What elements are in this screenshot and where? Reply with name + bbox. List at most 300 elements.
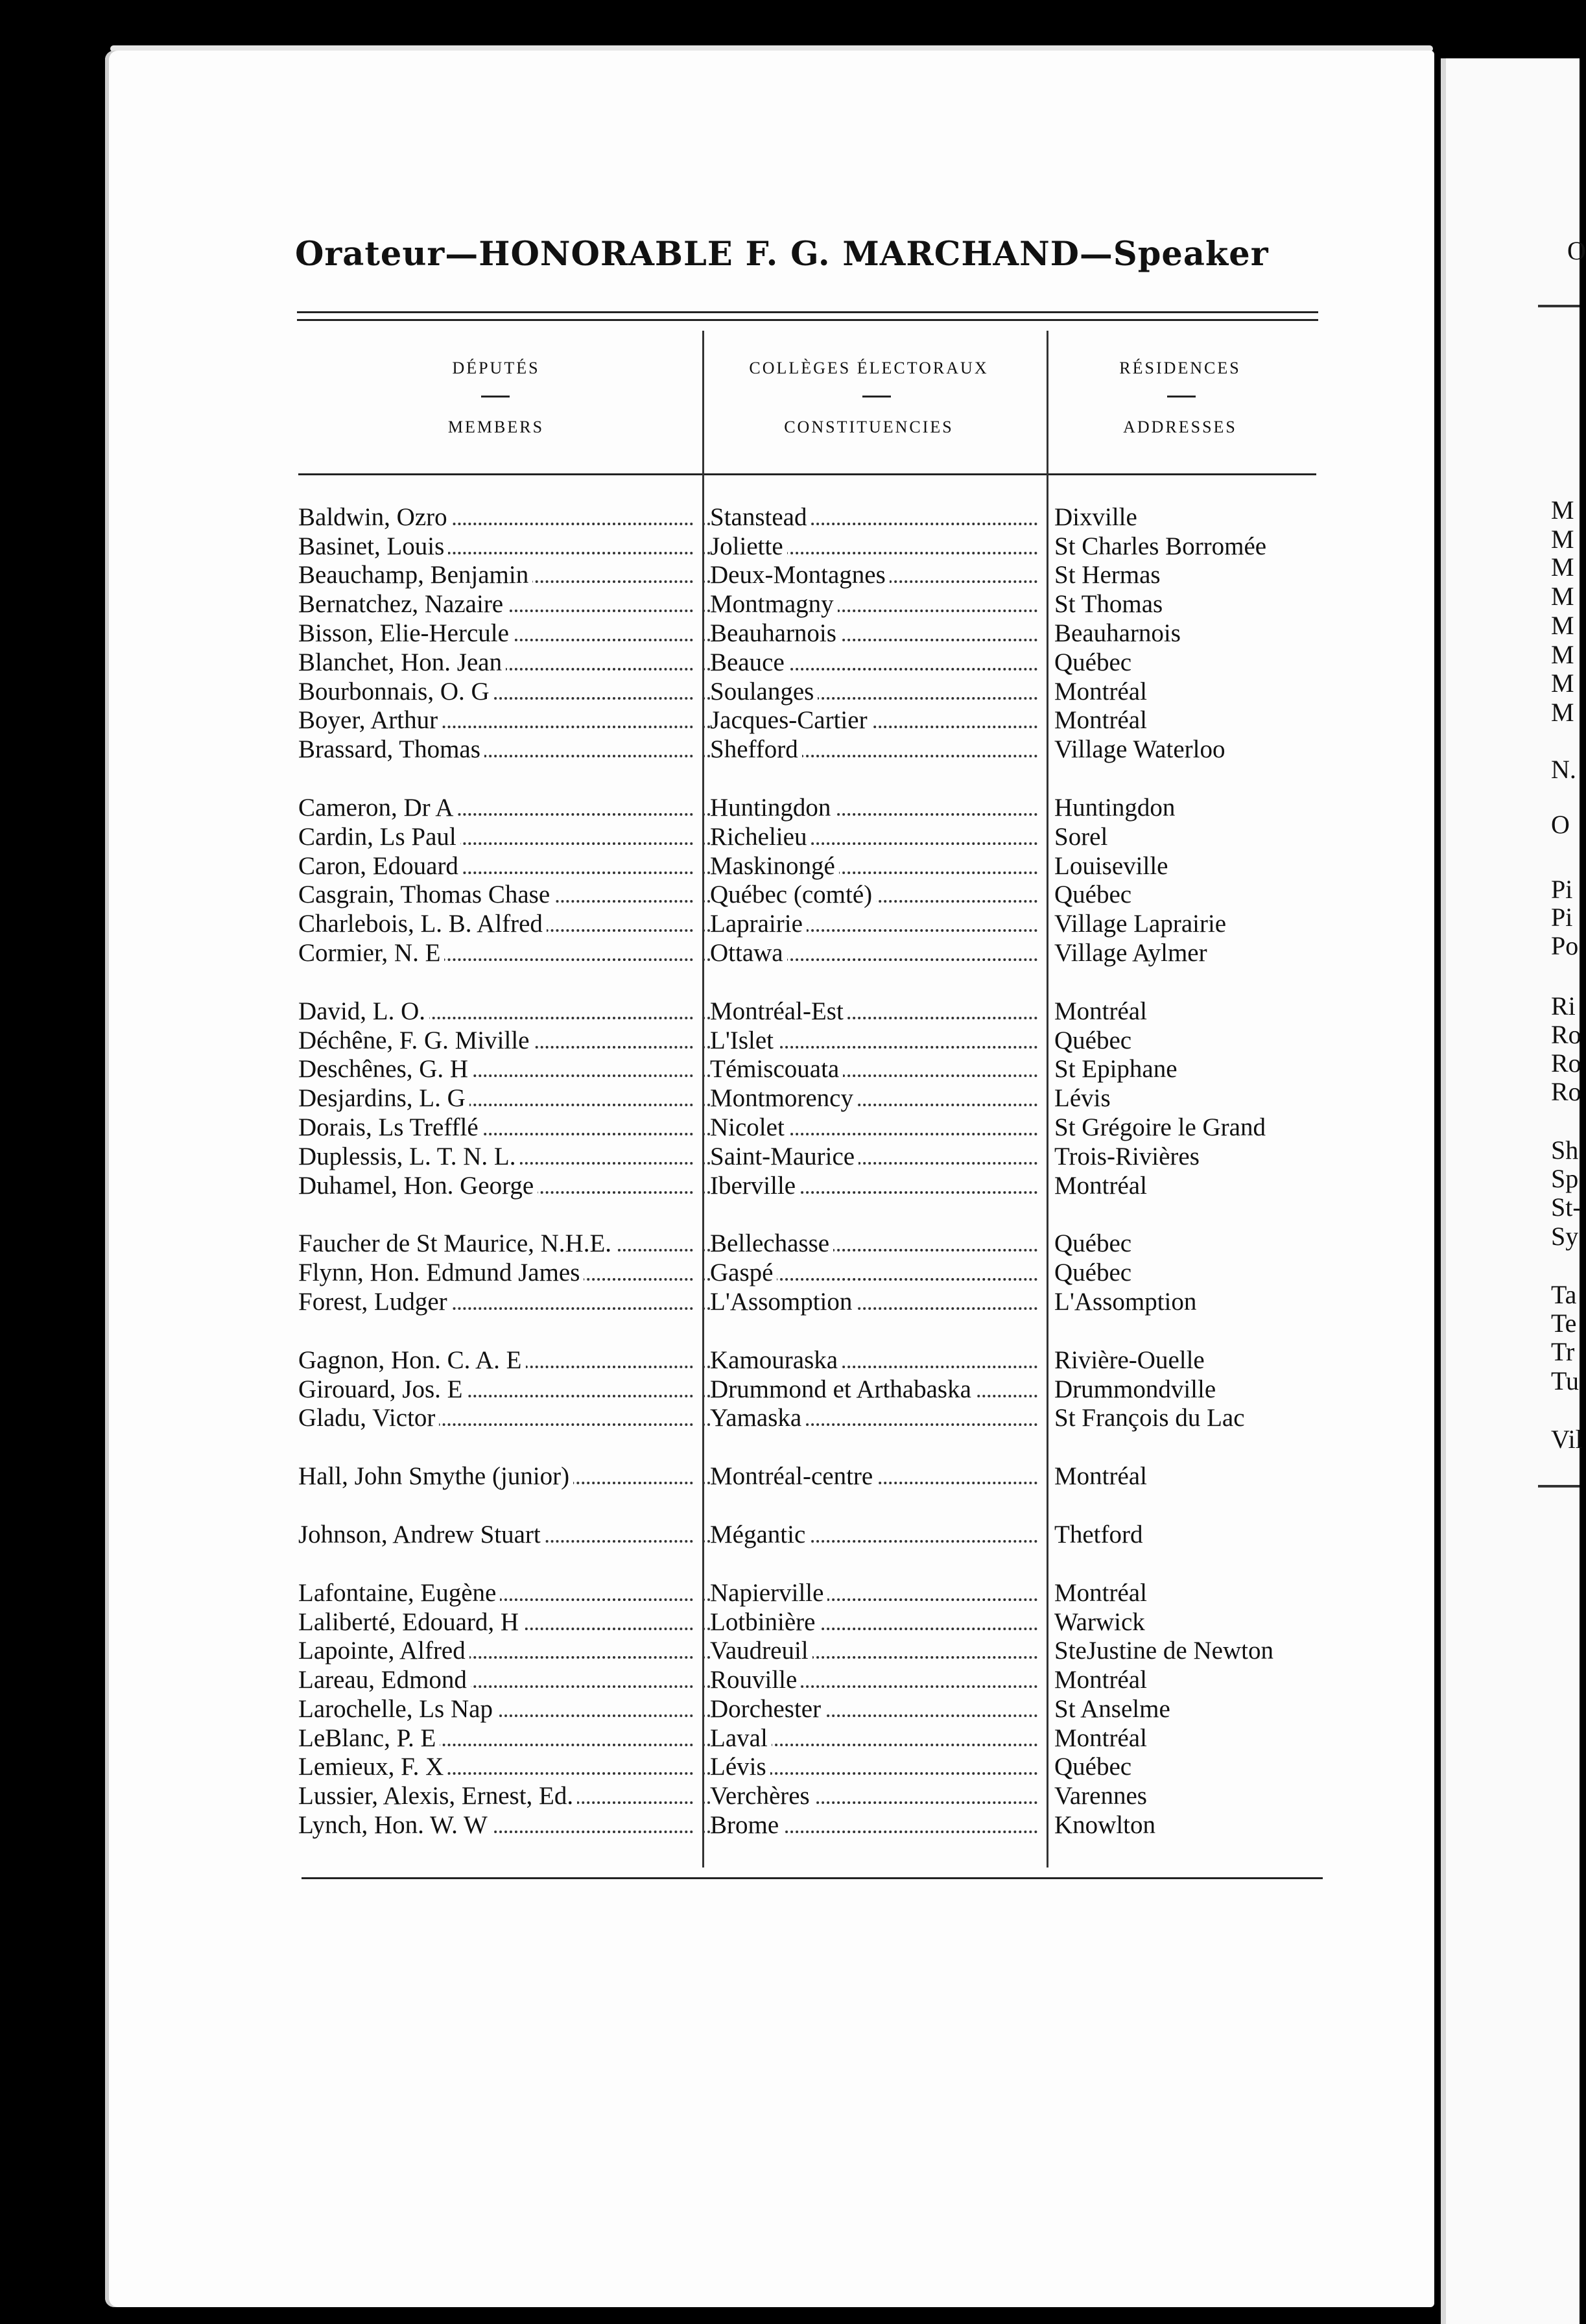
constituency: Napierville [710,1579,827,1607]
residence-cell [1047,1026,1320,1055]
table-row [298,1753,1320,1782]
residence: St Hermas [1054,561,1165,589]
table-row [298,822,1320,851]
table-row [298,1637,1320,1666]
residence: Québec [1054,648,1135,676]
adjacent-page-fragment: Ta [1551,1280,1577,1309]
members-table [298,503,1320,1869]
adjacent-page-fragment: Sy [1551,1222,1579,1251]
member-name: Caron, Edouard [298,852,462,880]
constituency-cell [702,560,1047,589]
member-name: Charlebois, L. B. Alfred [298,910,547,938]
residence: Thetford [1054,1521,1146,1548]
member-name: Forest, Ludger [298,1288,451,1316]
constituency-cell [702,589,1047,619]
member-name: Lussier, Alexis, Ernest, Ed. [298,1782,577,1810]
residence-cell [1047,1113,1320,1142]
constituency: Montmagny [710,590,838,618]
member-name-cell [298,822,702,851]
constituency: Beauharnois [710,619,840,647]
adjacent-page-fragment: M [1551,640,1574,669]
member-name: Deschênes, G. H [298,1055,472,1083]
table-row [298,1462,1320,1491]
constituency: Québec (comté) [710,881,876,908]
constituency-cell [702,532,1047,561]
constituency: Gaspé [710,1259,777,1286]
residence: Knowlton [1054,1811,1159,1839]
member-name-cell [298,1287,702,1316]
constituency-cell [702,1229,1047,1258]
letter-group [298,997,1320,1200]
residence: Drummondville [1054,1375,1220,1403]
residence-cell [1047,503,1320,532]
adjacent-page-fragment: M [1551,525,1574,554]
member-name: Casgrain, Thomas Chase [298,881,554,908]
constituency-cell [702,503,1047,532]
member-name: Faucher de St Maurice, N.H.E. [298,1229,615,1257]
member-name: Lynch, Hon. W. W [298,1811,491,1839]
header-members-fr: DÉPUTÉS [452,359,540,377]
member-name: Bourbonnais, O. G [298,678,493,706]
constituency-cell [702,1665,1047,1694]
member-name: Lapointe, Alfred [298,1637,469,1665]
table-row [298,938,1320,967]
member-name-cell [298,1171,702,1200]
constituency-cell [702,1258,1047,1287]
table-row [298,1287,1320,1316]
member-name-cell [298,503,702,532]
adjacent-page-fragment: Ro [1551,1049,1581,1078]
residence-cell [1047,1752,1320,1781]
table-row [298,909,1320,938]
table-row [298,1375,1320,1404]
adjacent-page-fragment: Sh [1551,1135,1579,1165]
residence: St Charles Borromée [1054,532,1270,560]
residence: Village Aylmer [1054,939,1211,967]
member-name-cell [298,1665,702,1694]
member-name: Girouard, Jos. E [298,1375,466,1403]
title-rule-bottom [297,319,1318,321]
constituency-cell [702,1724,1047,1753]
residence-cell [1047,1346,1320,1375]
table-row [298,503,1320,532]
header-rule [298,473,1316,475]
residence-cell [1047,1142,1320,1171]
constituency: Montréal-Est [710,997,847,1025]
constituency: Iberville [710,1172,799,1200]
residence: St Epiphane [1054,1055,1181,1083]
member-name-cell [298,1375,702,1404]
member-name-cell [298,997,702,1026]
member-name-cell [298,1694,702,1724]
constituency-cell [702,1026,1047,1055]
member-name-cell [298,793,702,822]
adjacent-page-fragment: Tu [1551,1366,1580,1395]
header-members-en: MEMBERS [447,418,545,436]
residence-cell [1047,560,1320,589]
member-name-cell [298,1142,702,1171]
member-name: Beauchamp, Benjamin [298,561,532,589]
constituency-cell [702,1142,1047,1171]
residence: Québec [1054,881,1135,908]
letter-group [298,793,1320,967]
member-name: Baldwin, Ozro [298,503,451,531]
residence-cell [1047,1520,1320,1549]
residence-cell [1047,1810,1320,1840]
residence: Québec [1054,1229,1135,1257]
constituency: Brome [710,1811,783,1839]
residence: Montréal [1054,1579,1151,1607]
residence: L'Assomption [1054,1288,1200,1316]
residence-cell [1047,1694,1320,1724]
constituency-cell [702,1054,1047,1084]
constituency: Rouville [710,1666,801,1694]
member-name: Gagnon, Hon. C. A. E [298,1346,526,1374]
residence-cell [1047,1229,1320,1258]
member-name-cell [298,1258,702,1287]
constituency: Deux-Montagnes [710,561,890,589]
member-name-cell [298,648,702,677]
constituency-cell [702,1113,1047,1142]
constituency: Lotbinière [710,1608,819,1636]
member-name: Brassard, Thomas [298,735,484,763]
constituency: Bellechasse [710,1229,833,1257]
member-name: Boyer, Arthur [298,706,442,734]
constituency: Drummond et Arthabaska [710,1375,975,1403]
constituency: Vaudreuil [710,1637,812,1665]
adjacent-page-rule [1538,305,1580,307]
constituency: Yamaska [710,1404,805,1432]
bottom-rule [302,1877,1323,1879]
residence: Huntingdon [1054,794,1179,822]
residence: Montréal [1054,1724,1151,1752]
adjacent-page-fragment: Pi [1551,875,1573,904]
residence-cell [1047,1665,1320,1694]
letter-group [298,1520,1320,1549]
residence: Montréal [1054,706,1151,734]
table-row [298,1578,1320,1607]
residence-cell [1047,997,1320,1026]
residence-cell [1047,532,1320,561]
residence-cell [1047,1636,1320,1665]
constituency: Huntingdon [710,794,834,822]
constituency-cell [702,1520,1047,1549]
table-row [298,1520,1320,1549]
table-row [298,561,1320,590]
member-name-cell [298,677,702,706]
member-name-cell [298,851,702,881]
residence: St Grégoire le Grand [1054,1113,1270,1141]
constituency-cell [702,793,1047,822]
adjacent-page-fragment: Tr [1551,1337,1575,1366]
member-name: Johnson, Andrew Stuart [298,1521,545,1548]
member-name: Cormier, N. E [298,939,444,967]
constituency: L'Islet [710,1026,777,1054]
residence: Trois-Rivières [1054,1143,1203,1170]
residence-cell [1047,1462,1320,1491]
constituency: Maskinongé [710,852,839,880]
table-row [298,1724,1320,1753]
table-row [298,1665,1320,1694]
residence: Louiseville [1054,852,1172,880]
constituency: Joliette [710,532,787,560]
member-name-cell [298,1752,702,1781]
table-row [298,1026,1320,1055]
constituency-cell [702,648,1047,677]
table-row [298,997,1320,1026]
table-row [298,793,1320,822]
adjacent-page-rule [1538,1485,1580,1488]
member-name-cell [298,1084,702,1113]
adjacent-page-fragment: M [1551,611,1574,640]
constituency-cell [702,1636,1047,1665]
adjacent-page-fragment: Ro [1551,1020,1581,1049]
constituency-cell [702,909,1047,938]
adjacent-page-fragment: Po [1551,931,1579,960]
member-name-cell [298,1607,702,1637]
title-rule-top [297,311,1318,313]
constituency: Laval [710,1724,772,1752]
table-row [298,1607,1320,1637]
residence-cell [1047,1607,1320,1637]
constituency: Soulanges [710,678,818,706]
member-name-cell [298,1578,702,1607]
header-dash [1167,396,1196,397]
constituency-cell [702,822,1047,851]
constituency: Jacques-Cartier [710,706,871,734]
header-constituencies-fr: COLLÈGES ÉLECTORAUX [749,359,989,377]
member-name-cell [298,589,702,619]
residence: Montréal [1054,997,1151,1025]
residence: Sorel [1054,823,1111,851]
residence-cell [1047,1287,1320,1316]
member-name: LeBlanc, P. E [298,1724,440,1752]
constituency: Stanstead [710,503,811,531]
residence-cell [1047,1084,1320,1113]
constituency-cell [702,1462,1047,1491]
residence-cell [1047,589,1320,619]
table-row [298,1171,1320,1200]
residence: Québec [1054,1259,1135,1286]
constituency-cell [702,619,1047,648]
member-name-cell [298,1636,702,1665]
member-name-cell [298,1346,702,1375]
constituency-cell [702,997,1047,1026]
adjacent-page-fragment: O [1567,236,1586,265]
letter-group [298,503,1320,764]
page-gutter [1441,58,1446,2324]
constituency: Laprairie [710,910,807,938]
table-row [298,1258,1320,1287]
residence-cell [1047,1375,1320,1404]
residence: Montréal [1054,1666,1151,1694]
table-row [298,851,1320,881]
member-name-cell [298,706,702,735]
header-residences-en: ADDRESSES [1123,418,1237,436]
constituency-cell [702,1607,1047,1637]
member-name: Lareau, Edmond [298,1666,471,1694]
header-residences-fr: RÉSIDENCES [1119,359,1241,377]
page-title: Orateur—HONORABLE F. G. MARCHAND—Speaker [295,235,1269,274]
adjacent-page-fragment: Te [1551,1309,1577,1338]
adjacent-page-fragment: Pi [1551,903,1573,932]
residence-cell [1047,822,1320,851]
member-name: Bernatchez, Nazaire [298,590,507,618]
member-name: Gladu, Victor [298,1404,439,1432]
constituency: Saint-Maurice [710,1143,858,1170]
residence: Rivière-Ouelle [1054,1346,1209,1374]
member-name-cell [298,735,702,764]
table-row [298,1781,1320,1810]
table-row [298,1346,1320,1375]
residence: Lévis [1054,1084,1115,1112]
residence: Varennes [1054,1782,1151,1810]
constituency-cell [702,1403,1047,1432]
member-name: Basinet, Louis [298,532,448,560]
member-name-cell [298,909,702,938]
header-constituencies-en: CONSTITUENCIES [784,418,954,436]
letter-group [298,1462,1320,1491]
member-name-cell [298,1724,702,1753]
adjacent-page-fragment: O [1551,810,1570,839]
constituency-cell [702,1752,1047,1781]
residence-cell [1047,677,1320,706]
constituency-cell [702,938,1047,967]
residence-cell [1047,1258,1320,1287]
table-row [298,677,1320,706]
residence: Montréal [1054,678,1151,706]
member-name-cell [298,1810,702,1840]
constituency-cell [702,1346,1047,1375]
member-name: Bisson, Elie-Hercule [298,619,513,647]
constituency-cell [702,1287,1047,1316]
residence: Québec [1054,1026,1135,1054]
residence: Beauharnois [1054,619,1185,647]
constituency: Témiscouata [710,1055,843,1083]
constituency-cell [702,880,1047,909]
residence-cell [1047,735,1320,764]
constituency-cell [702,1578,1047,1607]
residence: Village Laprairie [1054,910,1230,938]
member-name: Dorais, Ls Trefflé [298,1113,482,1141]
constituency-cell [702,1171,1047,1200]
residence-cell [1047,938,1320,967]
adjacent-page-fragment: M [1551,582,1574,611]
member-name: Cardin, Ls Paul [298,823,460,851]
table-row [298,1404,1320,1433]
constituency: Verchères [710,1782,814,1810]
constituency-cell [702,706,1047,735]
member-name: David, L. O. [298,997,429,1025]
adjacent-page-fragment: M [1551,552,1574,582]
member-name: Desjardins, L. G [298,1084,469,1112]
adjacent-page-fragment: Vil [1551,1425,1583,1454]
constituency: Richelieu [710,823,811,851]
residence: Warwick [1054,1608,1149,1636]
member-name-cell [298,1781,702,1810]
adjacent-page-fragment: St- [1551,1192,1581,1222]
table-row [298,1694,1320,1724]
table-row [298,1055,1320,1084]
residence-cell [1047,706,1320,735]
member-name: Larochelle, Ls Nap [298,1695,497,1723]
member-name: Lemieux, F. X [298,1753,447,1781]
constituency-cell [702,851,1047,881]
member-name-cell [298,1520,702,1549]
table-row [298,1229,1320,1259]
residence: Québec [1054,1753,1135,1781]
table-row [298,881,1320,910]
adjacent-page-fragment: Ro [1551,1077,1581,1106]
adjacent-page-fragment: M [1551,669,1574,698]
adjacent-page-fragment: Ri [1551,991,1576,1021]
constituency-cell [702,1781,1047,1810]
table-row [298,532,1320,561]
residence: Montréal [1054,1462,1151,1490]
table-row [298,1810,1320,1840]
table-row [298,735,1320,764]
adjacent-page-fragment: Sp [1551,1164,1579,1193]
member-name: Blanchet, Hon. Jean [298,648,506,676]
member-name-cell [298,560,702,589]
constituency-cell [702,1375,1047,1404]
residence: Montréal [1054,1172,1151,1200]
residence-cell [1047,793,1320,822]
residence-cell [1047,1171,1320,1200]
member-name-cell [298,1054,702,1084]
adjacent-page [1441,58,1586,2324]
constituency: Beauce [710,648,788,676]
constituency: Montmorency [710,1084,857,1112]
constituency: Kamouraska [710,1346,842,1374]
constituency-cell [702,1694,1047,1724]
constituency: Shefford [710,735,802,763]
residence-cell [1047,1578,1320,1607]
constituency: Montréal-centre [710,1462,877,1490]
constituency: Mégantic [710,1521,809,1548]
constituency-cell [702,677,1047,706]
table-row [298,1142,1320,1171]
residence: St Thomas [1054,590,1166,618]
residence: St Anselme [1054,1695,1174,1723]
constituency-cell [702,1084,1047,1113]
member-name-cell [298,532,702,561]
member-name-cell [298,880,702,909]
header-dash [481,396,510,397]
constituency-cell [702,1810,1047,1840]
adjacent-page-fragment: M [1551,698,1574,727]
residence-cell [1047,1403,1320,1432]
member-name: Lafontaine, Eugène [298,1579,500,1607]
adjacent-page-fragment: M [1551,495,1574,525]
constituency: L'Assomption [710,1288,856,1316]
constituency: Nicolet [710,1113,788,1141]
member-name-cell [298,938,702,967]
table-row [298,648,1320,677]
table-row [298,1113,1320,1142]
member-name: Cameron, Dr A [298,794,457,822]
residence-cell [1047,1054,1320,1084]
member-name-cell [298,1229,702,1258]
residence-cell [1047,1724,1320,1753]
table-row [298,1084,1320,1113]
letter-group [298,1578,1320,1840]
adjacent-page-fragment: N. [1551,755,1576,784]
residence: Dixville [1054,503,1141,531]
table-row [298,706,1320,735]
constituency-cell [702,735,1047,764]
constituency: Lévis [710,1753,770,1781]
